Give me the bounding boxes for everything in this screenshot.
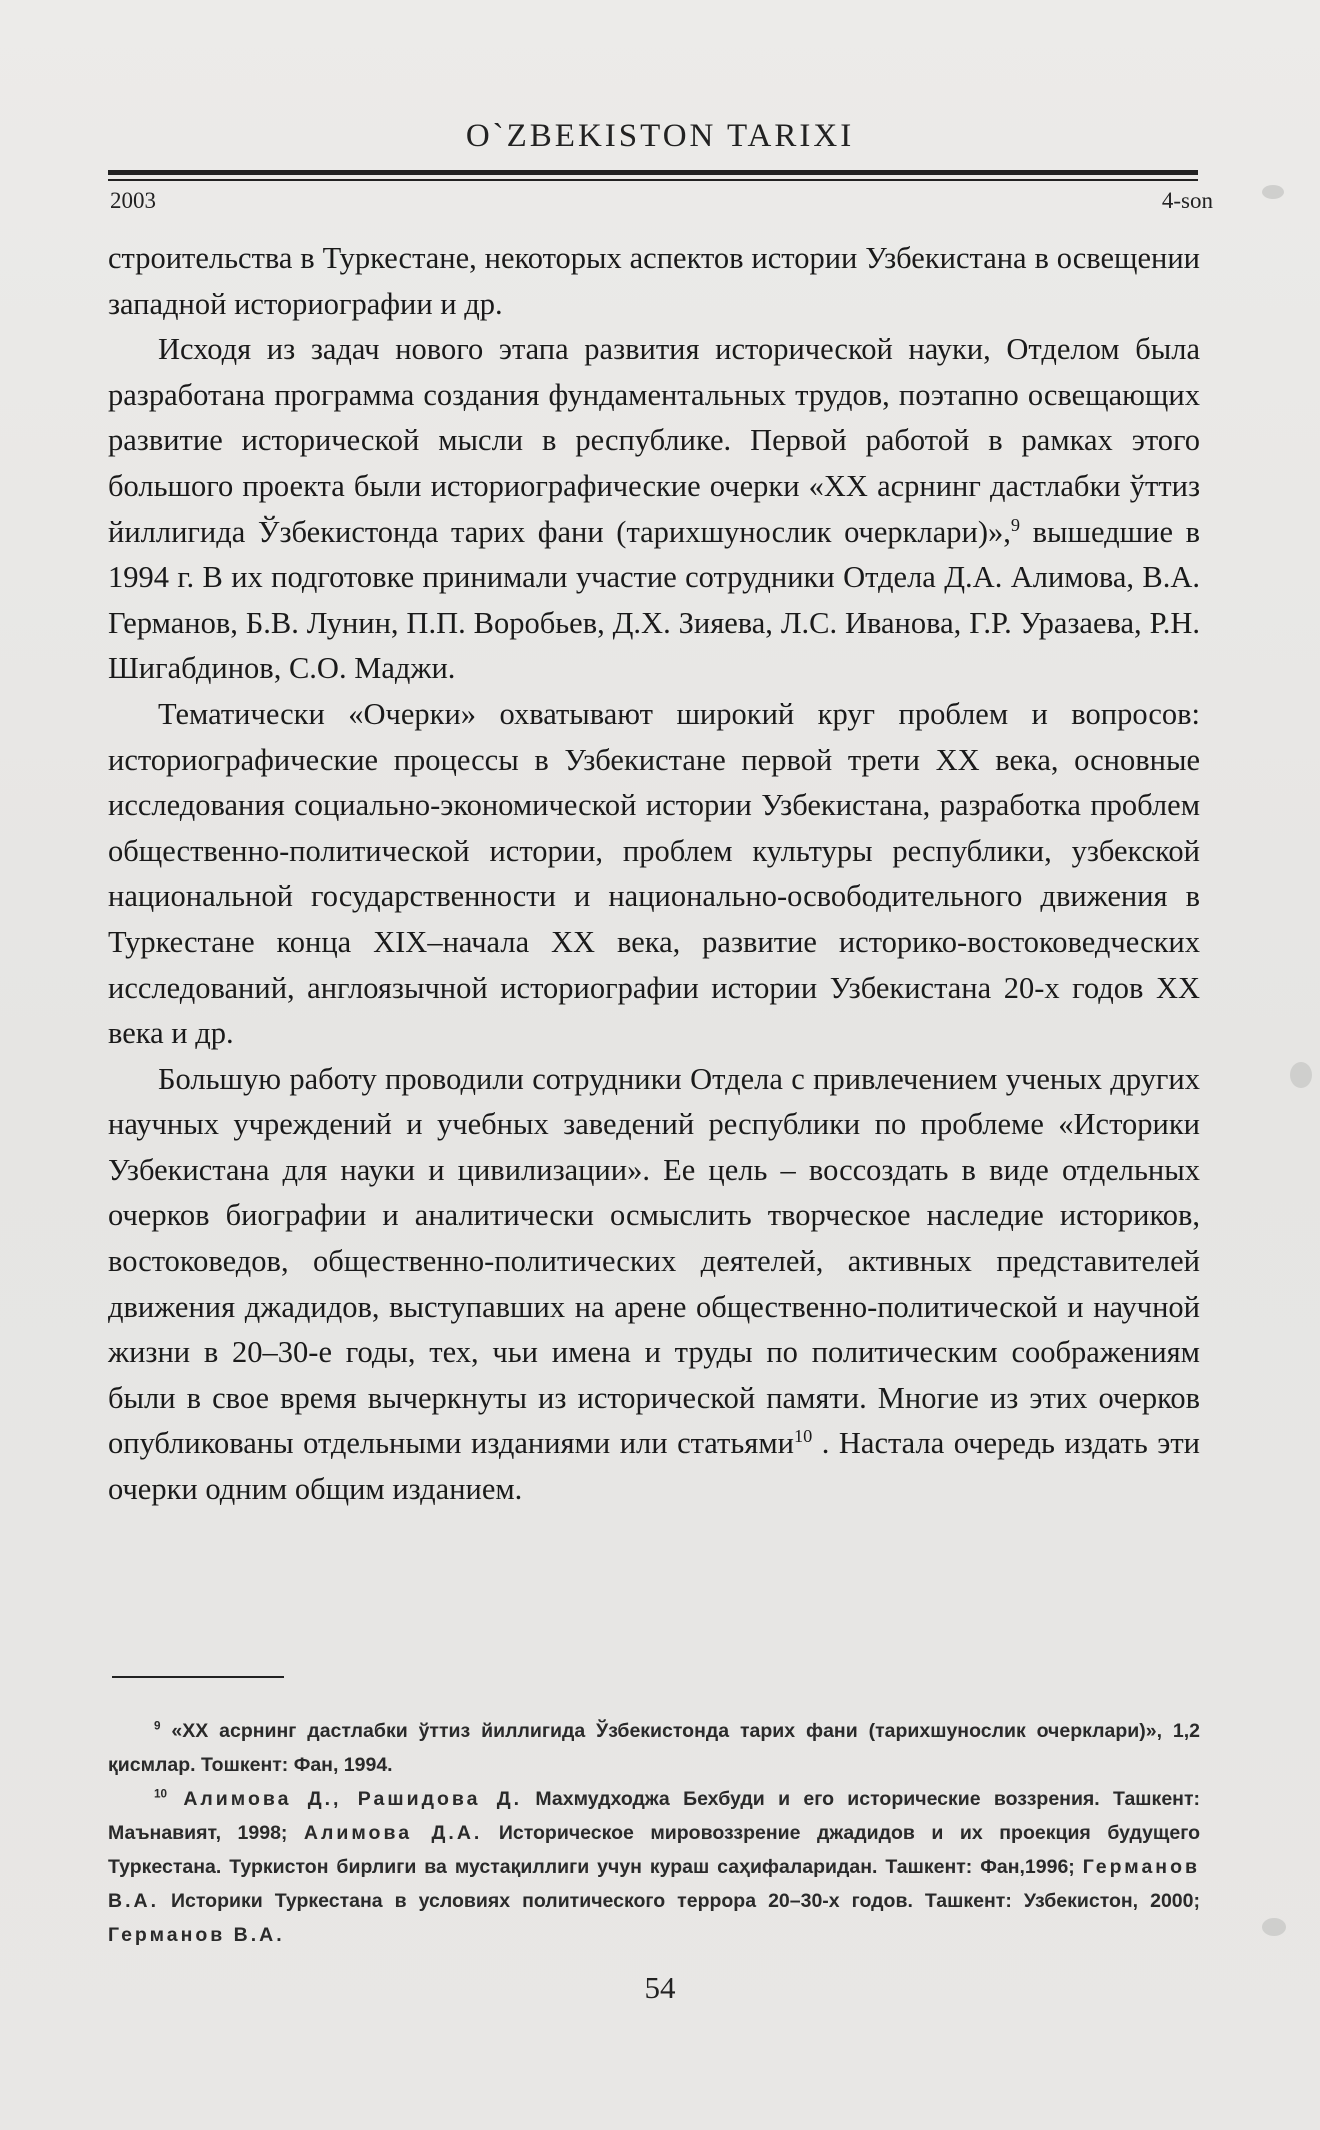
footnote-10-text-2: Историческое мировоззрение джадидов и их проекция будущего Туркестана. Туркистон бирлиги ва мустақиллиги учун кураш саҳифаларидан. Ташкент: Фан,1996; [108, 1822, 1200, 1878]
footnote-10-author-2: Алимова Д.А. [303, 1822, 483, 1844]
footnote-ref-9: 9 [1010, 514, 1020, 535]
scan-edge-mark-bottom [1262, 1918, 1286, 1936]
header-rule-thick [108, 170, 1198, 175]
footnote-10-author-1: Алимова Д., Рашидова Д. [167, 1788, 523, 1810]
header-year: 2003 [110, 188, 156, 213]
footnote-separator [112, 1676, 284, 1678]
paragraph-2-text-b: вышедшие в 1994 г. В их подготовке принимали участие сотрудники Отдела Д.А. Алимова, В.А. Германов, Б.В. Лунин, П.П. Воробьев, Д.Х. Зияева, Л.С. Иванова, Г.Р. Уразаева, Р.Н. Шигабдинов, С.О. Маджи. [108, 514, 1201, 686]
paragraph-3: Тематически «Очерки» охватывают широкий круг проблем и вопросов: историографические процессы в Узбекистане первой трети XX века, основные исследования социально-экономической истории Узбекистана, разработка проблем общественно-политической истории, проблем культуры республики, узбекской национальной государственности и национально-освободительного движения в Туркестане конца XIX–начала XX века, развитие историко-востоковедческих исследований, англоязычной историографии истории Узбекистана 20-х годов XX века и др. [108, 696, 1200, 1051]
footnote-ref-10: 10 [793, 1426, 813, 1447]
footnote-10-number: 10 [154, 1787, 168, 1801]
footnote-10-author-3: Германов В.А. [108, 1856, 1200, 1912]
footnote-9-number: 9 [154, 1719, 161, 1733]
header-rule-thin [108, 179, 1198, 181]
footnote-10-author-4: Германов В.А. [108, 1924, 285, 1946]
scan-edge-mark-middle [1290, 1062, 1312, 1088]
header-issue: 4-son [1161, 188, 1213, 213]
footnote-9 [108, 1714, 1200, 1782]
paragraph-2 [108, 327, 1200, 692]
paragraph-2-text-a: Исходя из задач нового этапа развития исторической науки, Отделом была разработана программа создания фундаментальных трудов, поэтапно освещающих развитие исторической мысли в республике. Первой работой в рамках этого большого проекта были историографические очерки «XX асрнинг дастлабки ўттиз йиллигида Ўзбекистонда тарих фани (тарихшунослик очерклари)», [108, 332, 1200, 549]
paragraph-4-text-a: Большую работу проводили сотрудники Отдела с привлечением ученых других научных учреждений и учебных заведений республики по проблеме «Историки Узбекистана для науки и цивилизации». Ее цель – воссоздать в виде отдельных очерков биографии и аналитически осмыслить творческое наследие историков, востоковедов, общественно-политических деятелей, активных представителей движения джадидов, выступавших на арене общественно-политической и научной жизни в 20–30-е годы, тех, чьи имена и труды по политическим соображениям были в свое время вычеркнуты из исторической памяти. Многие из этих очерков опубликованы отдельными изданиями или статьями [108, 1061, 1200, 1461]
paragraph-1: строительства в Туркестане, некоторых аспектов истории Узбекистана в освещении западной историографии и др. [108, 241, 1200, 321]
paragraph-4-text-b: . Настала очередь издать эти очерки одним общим изданием. [108, 1426, 1200, 1507]
scan-edge-mark-top [1262, 185, 1284, 199]
page-number: 54 [644, 1970, 676, 2005]
journal-title: O`ZBEKISTON TARIXI [465, 118, 855, 154]
footnotes [108, 1714, 1200, 1952]
footnote-10-text-3: Историки Туркестана в условиях политического террора 20–30-х годов. Ташкент: Узбекистон, 2000; [159, 1890, 1200, 1912]
footnote-9-text: «XX асрнинг дастлабки ўттиз йиллигида Ўзбекистонда тарих фани (тарихшунослик очерклари)», 1,2 қисмлар. Тошкент: Фан, 1994. [108, 1720, 1200, 1776]
paragraph-4 [108, 1057, 1200, 1513]
footnote-10 [108, 1782, 1200, 1952]
footnote-10-text-1: Махмудходжа Бехбуди и его исторические воззрения. Ташкент: Маънавият, 1998; [108, 1788, 1200, 1844]
body-text [108, 236, 1200, 1513]
